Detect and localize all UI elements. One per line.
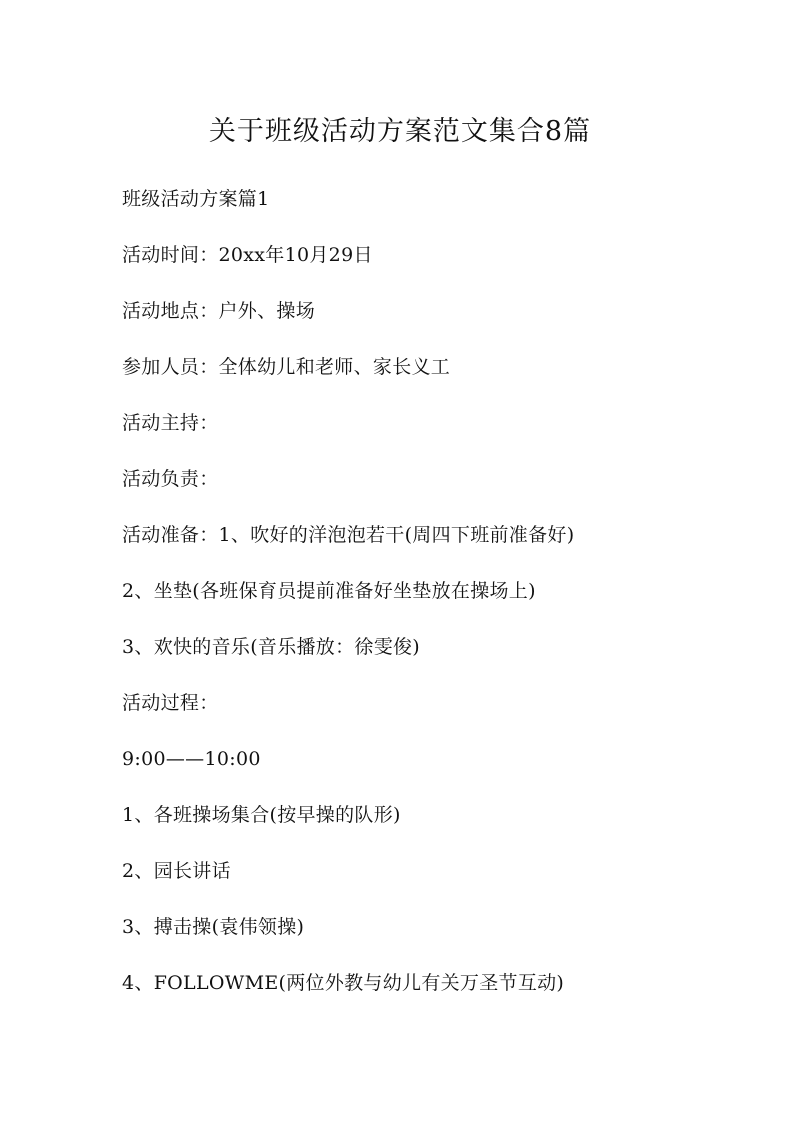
paragraph-preparation-2: 2、坐垫(各班保育员提前准备好坐垫放在操场上): [122, 580, 536, 602]
section-heading: 班级活动方案篇1: [122, 188, 270, 210]
paragraph-preparation-3: 3、欢快的音乐(音乐播放：徐雯俊): [122, 636, 421, 658]
paragraph-step-1: 1、各班操场集合(按早操的队形): [122, 804, 401, 826]
paragraph-time-range: 9:00——10:00: [122, 748, 261, 770]
paragraph-step-3: 3、搏击操(袁伟领操): [122, 916, 305, 938]
paragraph-process: 活动过程：: [122, 692, 219, 714]
paragraph-responsible: 活动负责：: [122, 468, 219, 490]
paragraph-host: 活动主持：: [122, 412, 219, 434]
paragraph-step-2: 2、园长讲话: [122, 860, 231, 882]
paragraph-time: 活动时间：20xx年10月29日: [122, 244, 373, 266]
paragraph-location: 活动地点：户外、操场: [122, 300, 316, 322]
paragraph-step-4: 4、FOLLOWME(两位外教与幼儿有关万圣节互动): [122, 972, 565, 994]
document-title: 关于班级活动方案范文集合8篇: [208, 116, 592, 147]
paragraph-preparation: 活动准备：1、吹好的洋泡泡若干(周四下班前准备好): [122, 524, 575, 546]
document-body: [122, 179, 574, 1019]
paragraph-participants: 参加人员：全体幼儿和老师、家长义工: [122, 356, 451, 378]
